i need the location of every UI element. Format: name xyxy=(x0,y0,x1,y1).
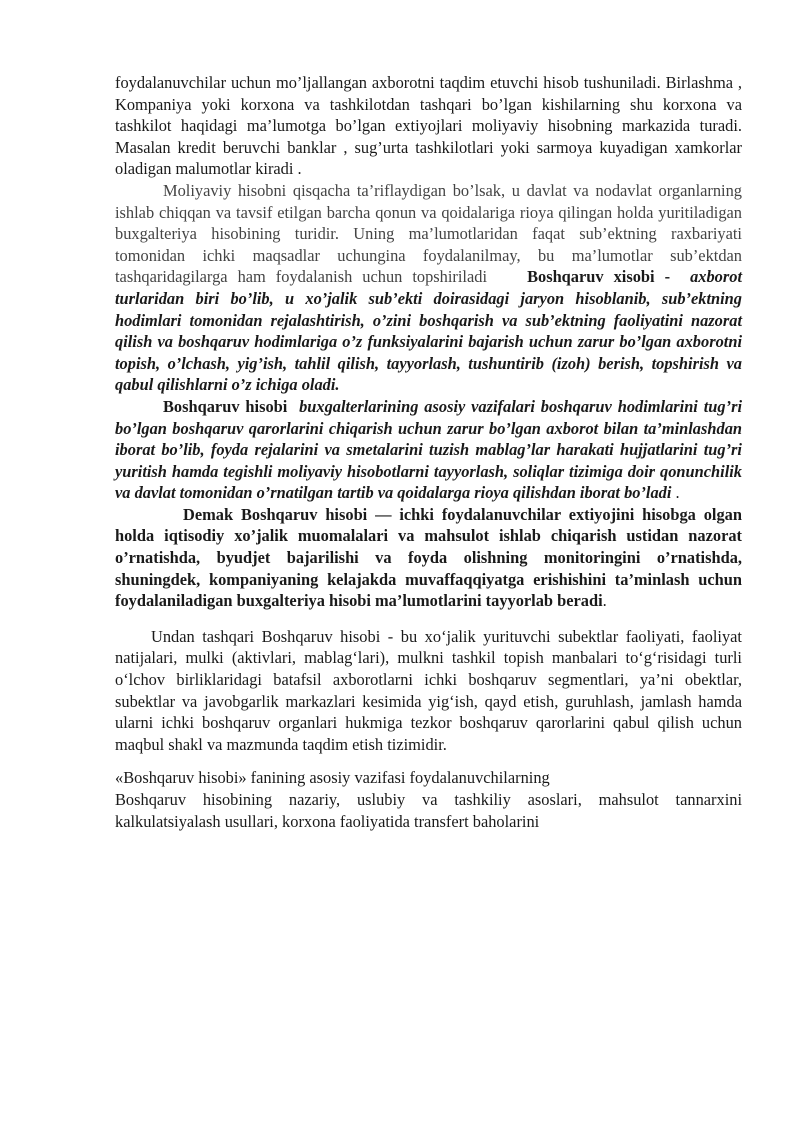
definition-text: Moliyaviy hisobni qisqacha ta’riflaydigan bo’lsak, u davlat va nodavlat organlarning ishlab chiqqan va tavsif etilgan barcha qonun va qoidalariga rioya qilingan holda yuritiladigan buxgalteriya hisobining turidir. Uning ma’lumotlaridan faqat sub’ektning raxbariyati tomonidan ichki maqsadlar uchungina foydalanilmay, bu ma’lumotlar sub’ektdan tashqaridagilarga ham foydalanish uchun topshiriladi xyxy=(115,180,742,287)
paragraph-additional-definition: Undan tashqari Boshqaruv hisobi - bu xo‘jalik yurituvchi subektlar faoliyati, faoliyat natijalari, mulki (aktivlari, mablag‘lari), mulkni tashkil topish manbalari to‘g‘risidagi turli o‘lchov birliklaridagi batafsil axborotlarni ichki boshqaruv segmentlari, ya’ni obektlar, subektlar va javobgarlik markazlari kesimida yig‘ish, qayd etish, guruhlash, jamlash hamda ularni ichki boshqaruv organlari hukmiga tezkor boshqaruv qarorlarini qabul qilish uchun maqbul shakl va mazmunda taqdim etish tizimidir. xyxy=(115,626,742,754)
paragraph-financial-accounting-definition xyxy=(115,180,742,396)
document-page xyxy=(115,72,742,832)
paragraph-course-task: «Boshqaruv hisobi» fanining asosiy vazifasi foydalanuvchilarning xyxy=(115,768,550,788)
paragraph-spacer xyxy=(115,612,742,626)
summary-text: Demak Boshqaruv hisobi — ichki foydalanuvchilar extiyojini hisobga olgan holda iqtisodiy xo’jalik muomalalari va mahsulot ishlab chiqarish ustidan nazorat o’rnatishda, byudjet bajarilishi va foyda olishning monitoringini o’rnatishda, shuningdek, kompaniyaning kelajakda muvaffaqqiyatga erishishini ta’minlash uchun foydalaniladigan buxgalteriya hisobi ma’lumotlarini tayyorlab beradi xyxy=(115,504,742,611)
paragraph-summary xyxy=(115,504,742,612)
management-accounting-definition: axborot turlaridan biri bo’lib, u xo’jalik sub’ekti doirasidagi jaryon hisoblanib, sub’ektning hodimlari tomonidan rejalashtirish, o’zini boshqarish va sub’ektning faoliyatini nazorat qilish va boshqaruv hodimlariga o’z funksiyalarini bajarish uchun zarur bo’lgan axborotni topish, o’lchash, yig’ish, tahlil qilish, tayyorlash, tushuntirib (izoh) berish, topshirish va qabul qilishlarni o’z ichiga oladi. xyxy=(115,267,743,395)
accountant-tasks-term: Boshqaruv hisobi xyxy=(163,396,288,416)
paragraph-spacer xyxy=(115,755,742,767)
paragraph-accountant-tasks xyxy=(115,396,742,504)
accountant-tasks-end: . xyxy=(671,483,680,503)
paragraph-course-foundations: Boshqaruv hisobining nazariy, uslubiy va tashkiliy asoslari, mahsulot tannarxini kalkulatsiyalash usullari, korxona faoliyatida transfert baholarini xyxy=(115,790,742,831)
summary-end: . xyxy=(602,591,607,611)
management-accounting-term: Boshqaruv xisobi - xyxy=(527,267,671,287)
accountant-tasks-text: buxgalterlarining asosiy vazifalari boshqaruv hodimlarini tug’ri bo’lgan boshqaruv qarorlarini chiqarish uchun zarur bo’lgan axborot bilan ta’minlashdan iborat bo’lib, foyda rejalarini va smetalarini tuzish mablag’lar harakati hujjatlarini tug’ri yuritish hamda tegishli moliyaviy hisobotlarni tayyorlash, soliqlar tizimiga doir qonunchilik va davlat tomonidan o’rnatilgan tartib va qoidalarga rioya qilishdan iborat bo’ladi xyxy=(115,396,743,503)
paragraph-financial-accounting-intro: foydalanuvchilar uchun mo’ljallangan axborotni taqdim etuvchi hisob tushuniladi. Birlashma , Kompaniya yoki korxona va tashkilotdan tashqari bo’lgan kishilarning shu korxona va tashkilot haqidagi ma’lumotga bo’lgan extiyojlari moliyaviy hisobning markazida turadi. Masalan kredit beruvchi banklar , sug’urta tashkilotlari yoki sarmoya kuyadigan xamkorlar oladigan malumotlar kiradi . xyxy=(115,73,742,179)
